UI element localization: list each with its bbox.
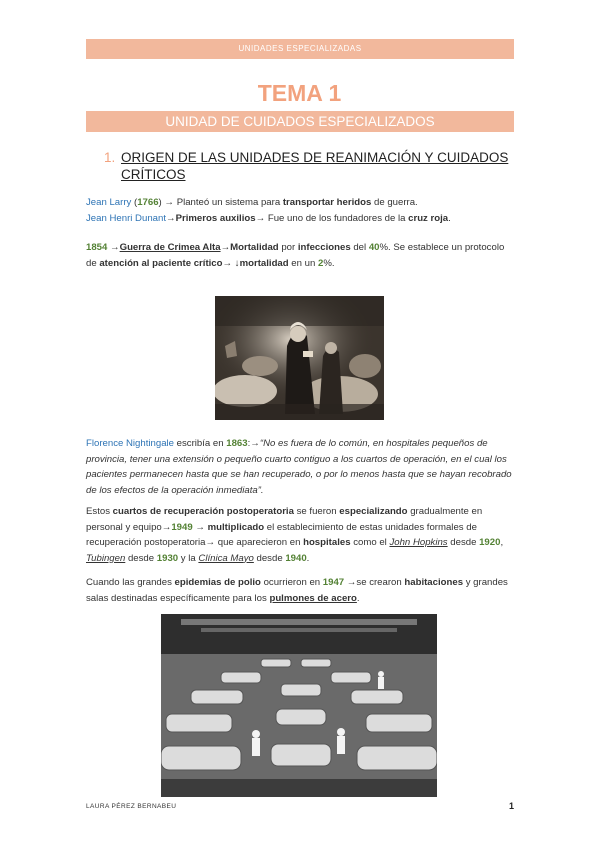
section-number: 1. (104, 150, 116, 165)
text: Estos (86, 506, 113, 517)
year: 1949 (171, 521, 193, 533)
year: 1854 (86, 242, 108, 253)
arrow: → (344, 577, 357, 588)
paragraph-recovery-rooms (86, 504, 514, 566)
text: el establecimiento de estas unidades formales de recuperación postoperatoria (86, 521, 477, 548)
year: 1766 (137, 197, 159, 208)
text: del (350, 242, 369, 253)
footer-author: LAURA PÉREZ BERNABEU (86, 803, 177, 810)
arrow: → (107, 242, 120, 253)
bold-text: especializando (339, 506, 408, 517)
text: como el (350, 537, 390, 548)
percentage: 2 (317, 257, 324, 269)
running-header: UNIDADES ESPECIALIZADAS (86, 39, 514, 59)
line-jean-henri-dunant (86, 211, 514, 227)
text: desde (125, 552, 157, 564)
text: por (278, 242, 298, 253)
text: Cuando las grandes (86, 577, 175, 588)
section-heading-text: ORIGEN DE LAS UNIDADES DE REANIMACIÓN Y CUIDADOS CRÍTICOS (121, 150, 509, 182)
page-subtitle: UNIDAD DE CUIDADOS ESPECIALIZADOS (86, 111, 514, 132)
arrow: → (255, 212, 268, 224)
text: . (306, 552, 310, 564)
hospital-name: Tubingen (86, 552, 126, 564)
text: en un (288, 257, 318, 269)
text: y grandes salas destinadas específicamente para los (86, 577, 508, 604)
paren-close: ) (158, 197, 162, 208)
text: y la (178, 552, 199, 564)
text: ocurrieron en (260, 577, 323, 588)
arrow: → (220, 242, 231, 253)
bold-text: Guerra de Crimea Alta (119, 242, 221, 253)
arrow: → (166, 212, 176, 224)
photo-iron-lung-ward (161, 614, 437, 797)
text: . (448, 212, 451, 224)
text: Planteó un sistema para (176, 197, 283, 208)
paragraph-crimea (86, 240, 514, 271)
paragraph-polio (86, 575, 514, 606)
paragraph-jean-larry (86, 195, 514, 226)
hospital-name: Clínica Mayo (198, 552, 254, 564)
arrow: :→ (247, 438, 260, 449)
person-name: Jean Larry (86, 197, 132, 208)
text: , (500, 537, 504, 548)
bold-text: hospitales (303, 537, 351, 548)
bold-text: epidemias de polio (174, 577, 261, 588)
arrow: → (205, 537, 218, 548)
arrow: → (192, 521, 208, 533)
photo-nightingale-ward (215, 296, 384, 420)
bold-text: transportar heridos (282, 197, 372, 208)
bold-text: multiplicado (207, 521, 265, 533)
paragraph-nightingale (86, 436, 514, 498)
text: se crearon (356, 577, 405, 588)
text: gradualmente en personal y equipo (86, 506, 483, 533)
photo-iron-lung-ward-graphic (161, 614, 437, 797)
bold-text: atención al paciente crítico (99, 257, 223, 269)
text: . (356, 592, 360, 604)
hospital-name: John Hopkins (389, 537, 448, 548)
text: que aparecieron en (217, 537, 304, 548)
year: 1863 (226, 438, 248, 449)
photo-nightingale-ward-graphic (215, 296, 384, 420)
page-title: TEMA 1 (257, 80, 342, 106)
quote-text: “No es fuera de lo común, en hospitales pequeños de provincia, tener una extensión o pequeño cuarto contiguo a los cuartos de operación, en el cual los pacientes permanecen hasta que se han recuperado, o por lo menos hasta que se hayan recobrado de los efectos de la operación inmediata”. (86, 438, 512, 496)
bold-text: mortalidad (239, 257, 289, 269)
bold-text: habitaciones (404, 577, 464, 588)
text: desde (253, 552, 286, 564)
arrow: → (161, 197, 177, 208)
bold-text: Primeros auxilios (175, 212, 256, 224)
section-heading (104, 149, 514, 183)
text: %. (323, 257, 335, 269)
bold-text: Mortalidad (230, 242, 279, 253)
text: Fue uno de los fundadores de la (267, 212, 409, 224)
year: 1947 (322, 577, 345, 588)
bold-text: cruz roja (408, 212, 449, 224)
bold-text: cuartos de recuperación postoperatoria (112, 506, 294, 517)
year: 1920 (479, 537, 501, 548)
bold-text: infecciones (297, 242, 351, 253)
down-arrow-icon: ↓ (234, 257, 240, 269)
text: %. Se establece un protocolo de (86, 242, 505, 269)
text: desde (447, 537, 480, 548)
percentage: 40 (368, 242, 380, 253)
text: se fueron (293, 506, 340, 517)
page-number: 1 (509, 801, 515, 811)
bold-text: pulmones de acero (269, 592, 357, 604)
text: de guerra. (371, 197, 418, 208)
person-name: Jean Henri Dunant (86, 212, 166, 224)
arrow: → (161, 521, 172, 533)
year: 1940 (285, 552, 307, 564)
text: escribía en (174, 438, 227, 449)
person-name: Florence Nightingale (86, 438, 174, 449)
year: 1930 (156, 552, 179, 564)
line-jean-larry (86, 195, 514, 211)
arrow: → (222, 257, 235, 269)
paren-open: ( (131, 197, 138, 208)
